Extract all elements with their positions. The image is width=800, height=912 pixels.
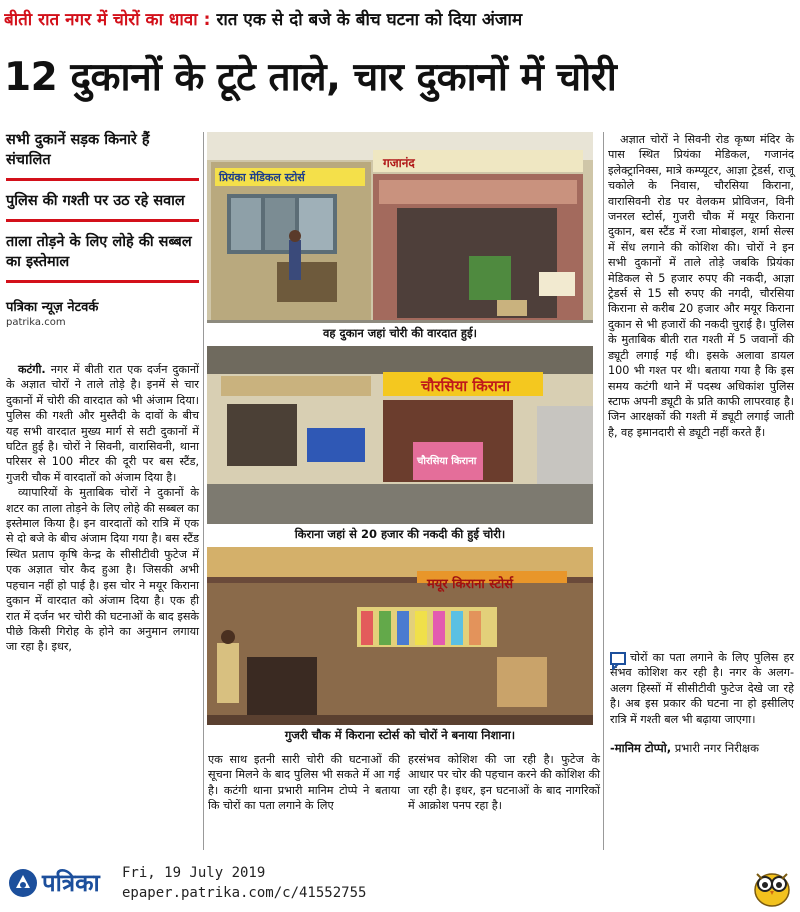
patrika-logo-icon (8, 868, 38, 898)
dateline: कटंगी. (18, 363, 46, 376)
kicker (4, 4, 796, 36)
photo-gujri-chowk-store (207, 547, 593, 744)
article-paragraph-1: नगर में बीती रात एक दर्जन दुकानों के अज्ञात चोरों ने ताले तोड़े है। इनमें से चार दुकानों में चोरी की वारदात को भी अंजाम दिया। पुलिस की गश्ती और मुस्तैदी के दावों के बीच यह सभी वारदात मुख्य मार्ग से सटी दुकानों में घटित हुई है। चोरों ने सिवनी, वारासिवनी, थाना परिसर से 100 मीटर की दूरी पर बस स्टैंड, गुजरी चौक में वारदातों को अंजाम दिया है। (6, 363, 199, 484)
quote-box (610, 650, 794, 756)
article-column-3-text: हरसंभव कोशिश की जा रही है। फुटेज के आधार पर चोर की पहचान करने की कोशिश की जा रही है। इधर, इन घटनाओं के बाद नागरिकों में आक्रोश पनप रहा है। (408, 753, 600, 813)
photo2-sign-2: चौरसिया किराना (417, 456, 477, 467)
byline-url: patrika.com (6, 317, 66, 328)
photo-kirana-store-image (207, 346, 593, 543)
highlight-3: ताला तोड़ने के लिए लोहे की सब्बल का इस्तेमाल (6, 234, 192, 270)
article-paragraph-2: व्यापारियों के मुताबिक चोरों ने दुकानों के शटर का ताला तोड़ने के लिए लोहे की सब्बल का इस्तेमाल किया है। इन वारदातों को रात्रि में एक से दो बजे के बीच अंजाम दिया गया है। बस स्टैंड स्थित प्रताप कृषि केन्द्र के सीसीटीवी फुटेज में एक अज्ञात चोर कैद हुआ है। जिसकी अभी पहचान नहीं हो पाई है। इस चोर ने मयूर किराना दुकान में वारदात को अंजाम दिया है। एक ही रात में दर्जन भर चोरी की घटनाओं के बाद इसके पीछे किसी गिरोह के होने का अनुमान लगाया जा रहा है। इधर, (6, 486, 199, 654)
quote-text: चोरों का पता लगाने के लिए पुलिस हर संभव कोशिश कर रही है। नगर के अलग-अलग हिस्सों में सीसीटीवी फुटेज देखे जा रहे है। अब इस प्रकार की घटना ना हो इसीलिए रात्रि में गश्ती बल भी बढ़ाया जाएगा। (610, 651, 794, 726)
speech-bubble-icon (610, 652, 626, 670)
kicker-separator: : (203, 10, 211, 30)
owl-mascot-icon (750, 864, 794, 908)
column-divider (203, 132, 204, 850)
highlight-divider (6, 280, 199, 283)
highlight-divider (6, 178, 199, 181)
photo-kirana-store (207, 346, 593, 543)
photo-caption-1: वह दुकान जहां चोरी की वारदात हुई। (207, 323, 593, 342)
highlights (6, 128, 199, 328)
byline-name: पत्रिका न्यूज़ नेटवर्क (6, 300, 99, 315)
article-column-2 (208, 752, 400, 814)
photo-gujri-chowk-store-image (207, 547, 593, 744)
kicker-red: बीती रात नगर में चोरों का धावा (4, 10, 198, 30)
quote-role: प्रभारी नगर निरीक्षक (674, 741, 760, 756)
article-column-4-text: अज्ञात चोरों ने सिवनी रोड कृष्ण मंदिर के पास स्थित प्रियंका मेडिकल, गजानंद इलेक्ट्रानिक्स, मात्रे कम्प्यूटर, आज्ञा ट्रेडर्स, राजू चकोले के निवास, चौरसिया किराना, वारासिवनी रोड पर वेलकम प्रोविजन, विनी जनरल स्टोर्स, गुजरी चौक में मयूर किराना दुकान, बस स्टैंड में रजा मोबाइल, शर्मा सेल्स में सेंध लगाने की कोशिश की। चोरों ने इन सभी दुकानों में ताले तोड़े जबकि प्रियंका मेडिकल से 5 हजार रुपए की नकदी, आज्ञा ट्रेडर्स से 15 सौ रुपए की नगदी, चौरसिया किराना से करीब 20 हजार और मयूर किराना दुकान से भी हजारों की नकदी चुराई है। पुलिस के मुताबिक बीती रात गश्ती में 5 जवानों की ड्यूटी लगाई गई थी। इसके अलावा डायल 100 भी गश्त पर थी। बताया गया है कि इस समय कटंगी थाने में पदस्थ अधिकांश पुलिस स्टाफ अपनी ड्यूटी के प्रति काफी लापरवाह है। जिन आरक्षकों की गश्ती में ड्यूटी लगाई जाती है, वह इमानदारी से ड्यूटी नहीं करते हैं। (608, 133, 794, 439)
article-column-1 (6, 362, 199, 655)
article-column-4 (608, 132, 794, 440)
photo-caption-3: गुजरी चौक में किराना स्टोर्स को चोरों ने बनाया निशाना। (207, 725, 593, 744)
photo-medical-store-image (207, 132, 593, 342)
photo-caption-2: किराना जहां से 20 हजार की नकदी की हुई चोरी। (207, 524, 593, 543)
footer-url[interactable]: epaper.patrika.com/c/41552755 (122, 885, 367, 901)
patrika-logo-text: पत्रिका (42, 869, 100, 897)
column-divider (603, 132, 604, 850)
photo1-sign-1: प्रियंका मेडिकल स्टोर्स (219, 171, 305, 184)
photo1-sign-2: गजानंद (383, 156, 415, 170)
epaper-footer (0, 860, 800, 912)
article-column-3 (408, 752, 600, 814)
highlight-divider (6, 219, 199, 222)
photo3-sign-1: मयूर किराना स्टोर्स (427, 577, 514, 592)
kicker-black: रात एक से दो बजे के बीच घटना को दिया अंजाम (216, 10, 523, 30)
photo2-sign-1: चौरसिया किराना (421, 377, 511, 395)
quote-signature (610, 741, 794, 756)
highlight-1: सभी दुकानें सड़क किनारे हैं संचालित (6, 132, 150, 168)
photo-medical-store (207, 132, 593, 342)
footer-date: Fri, 19 July 2019 (122, 865, 266, 881)
quote-name: -मानिम टोप्पो, (610, 741, 672, 756)
article-column-2-text: एक साथ इतनी सारी चोरी की घटनाओं की सूचना मिलने के बाद पुलिस भी सकते में आ गई है। कटंगी थाना प्रभारी मानिम टोप्पे ने बताया कि चोरों का पता लगाने के लिए (208, 753, 400, 813)
headline: 12 दुकानों के टूटे ताले, चार दुकानों में चोरी (4, 55, 617, 100)
highlight-2: पुलिस की गश्ती पर उठ रहे सवाल (6, 193, 185, 209)
